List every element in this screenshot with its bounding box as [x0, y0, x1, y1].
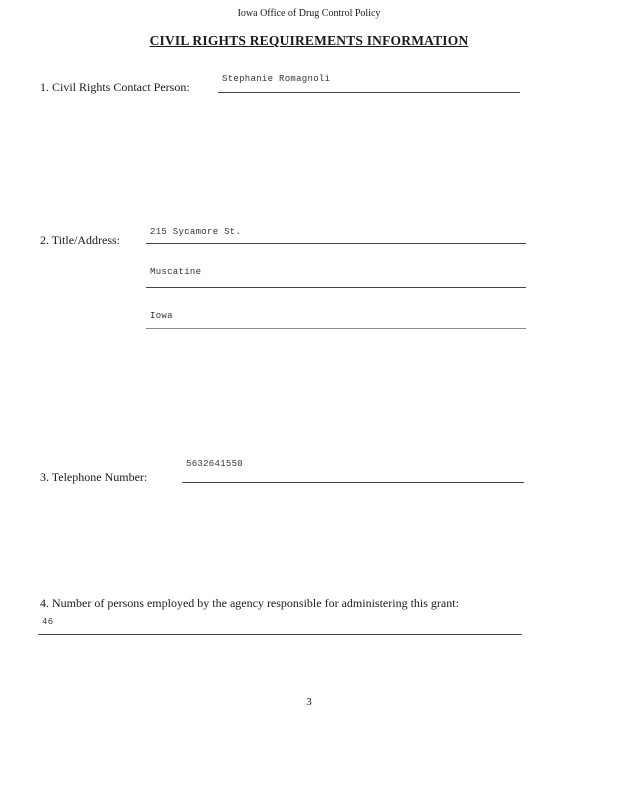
address-line-1-rule: [146, 243, 526, 244]
address-line-1: 215 Sycamore St.: [150, 227, 242, 237]
contact-person-label: 1. Civil Rights Contact Person:: [40, 80, 190, 94]
employees-label: 4. Number of persons employed by the agency responsible for administering this grant:: [40, 596, 459, 610]
telephone-value: 5632641550: [186, 459, 244, 469]
contact-person-line: [218, 92, 520, 93]
contact-person-value: Stephanie Romagnoli: [222, 74, 331, 84]
form-title: CIVIL RIGHTS REQUIREMENTS INFORMATION: [149, 33, 469, 48]
page-number: 3: [306, 696, 312, 708]
employees-value: 46: [42, 617, 54, 627]
title-address-label: 2. Title/Address:: [40, 233, 121, 247]
telephone-line: [182, 482, 524, 483]
telephone-label: 3. Telephone Number:: [40, 470, 148, 484]
address-line-3-rule: [146, 328, 526, 329]
address-line-3: Iowa: [150, 311, 173, 321]
address-line-2-rule: [146, 287, 526, 288]
address-line-2: Muscatine: [150, 267, 202, 277]
employees-line: [38, 634, 522, 635]
agency-header: Iowa Office of Drug Control Policy: [237, 8, 381, 19]
